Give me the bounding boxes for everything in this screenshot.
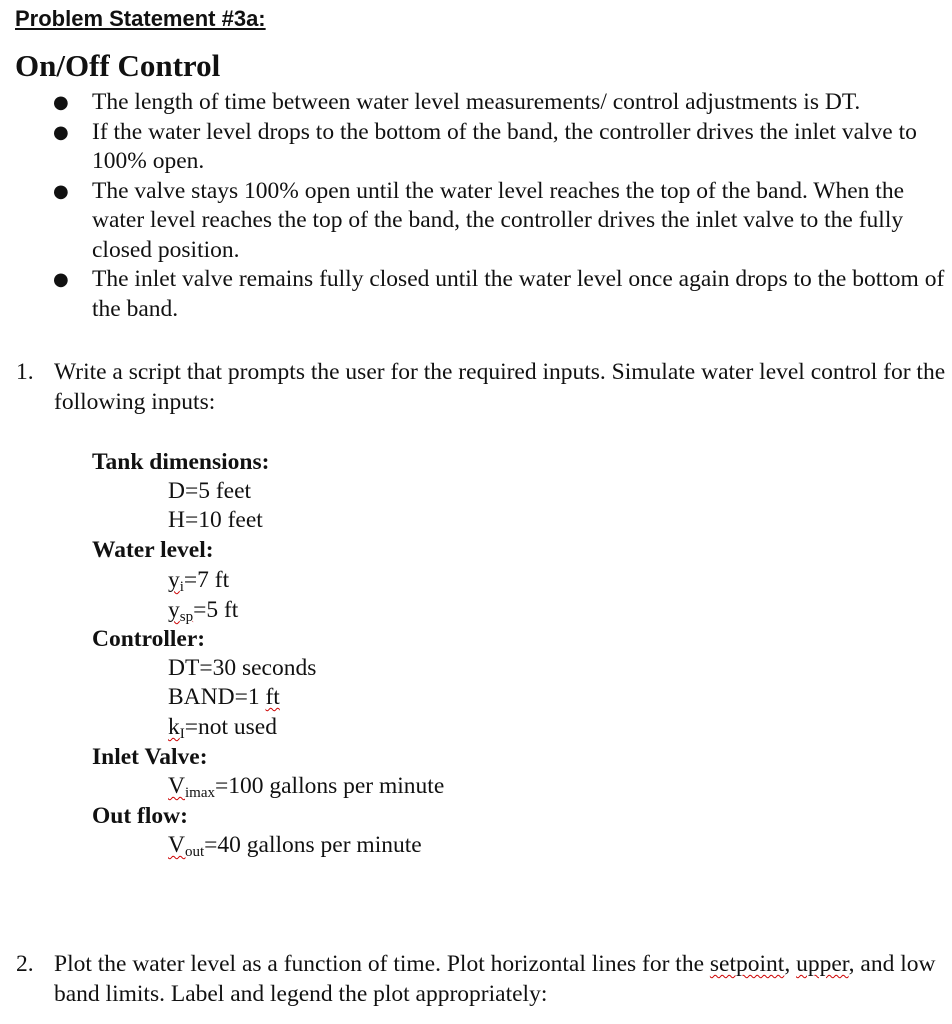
initial-level: $y_i=7$ ft xyxy=(168,567,230,595)
step-text: Plot the water level as a function of time. Plot horizontal lines for the setpoint, upper, and low band limits. Label and legend the plot appropriately: xyxy=(54,951,936,1007)
step-text: Write a script that prompts the user for the required inputs. Simulate water level control for the following inputs: xyxy=(54,359,946,415)
step-2 xyxy=(16,950,946,1009)
bullet-icon: ● xyxy=(53,121,69,143)
bullet-item: ● The length of time between water level measurements/ control adjustments is DT. xyxy=(48,88,948,118)
bullet-item: ● The valve stays 100% open until the water level reaches the top of the band. When the water level reaches the top of the band, the controller drives the inlet valve to the fully closed position. xyxy=(53,177,905,263)
controller-ki: $k_I=not$ used xyxy=(168,714,277,742)
controller-label: Controller: xyxy=(92,626,206,652)
page-title: On/Off Control xyxy=(15,48,221,83)
rules-bullet-list xyxy=(48,88,948,324)
tank-diameter: D=5 feet xyxy=(168,478,252,504)
inlet-valve-label: Inlet Valve: xyxy=(92,744,208,770)
water-level-label: Water level: xyxy=(92,537,214,563)
bullet-item: ● The inlet valve remains fully closed until the water level once again drops to the bottom of the band. xyxy=(53,266,945,322)
tank-height: H=10 feet xyxy=(168,507,263,533)
bullet-icon: ● xyxy=(53,269,69,290)
bullet-icon: ● xyxy=(53,180,69,202)
outflow-label: Out flow: xyxy=(92,803,188,829)
controller-band: BAND=1 ft xyxy=(168,684,280,710)
step-number: 1. xyxy=(16,359,34,385)
problem-heading: Problem Statement #3a: xyxy=(15,6,266,31)
tank-label: Tank dimensions: xyxy=(92,449,270,475)
bullet-icon: ● xyxy=(53,92,69,113)
controller-dt: DT=30 seconds xyxy=(168,655,317,681)
bullet-item: ● If the water level drops to the bottom of the band, the controller drives the inlet valve to 100% open. xyxy=(53,118,917,174)
step-number: 2. xyxy=(16,951,34,977)
inlet-max-flow: $V_{imax}=100$ gallons per minute xyxy=(168,773,445,801)
setpoint-level: $y_{sp}=5$ ft xyxy=(168,597,239,625)
outflow-rate: $V_{out}=40$ gallons per minute xyxy=(168,832,422,860)
step-1 xyxy=(16,358,946,417)
